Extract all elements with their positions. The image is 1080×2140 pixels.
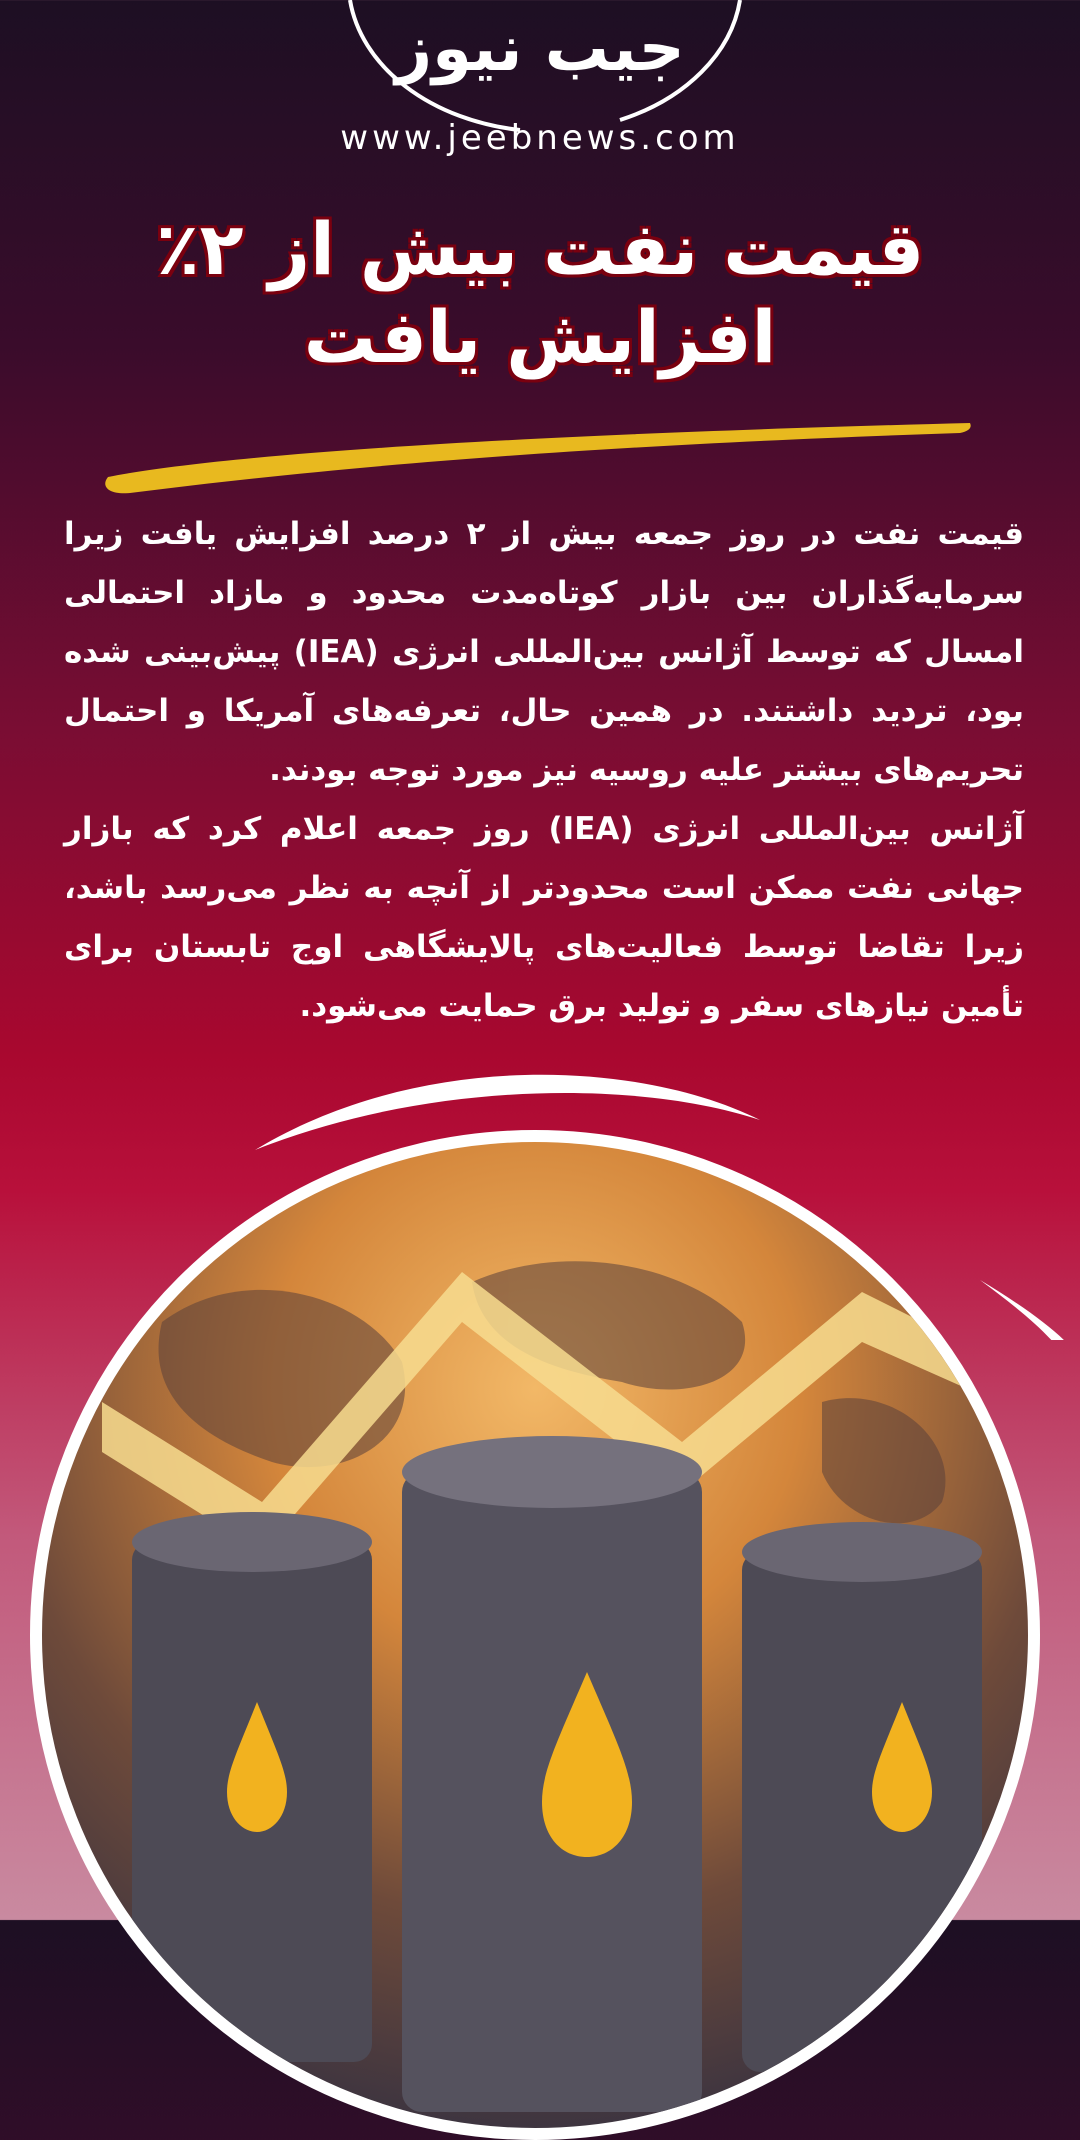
site-url[interactable]: www.jeebnews.com (340, 118, 740, 158)
oil-barrel-icon (742, 1522, 982, 2072)
brush-stroke-decoration (100, 415, 980, 495)
headline: قیمت نفت بیش از ۲٪ افزایش یافت (155, 207, 925, 379)
article-body (64, 505, 1024, 1036)
paragraph-2: آژانس بین‌المللی انرژی (IEA) روز جمعه اعلام کرد که بازار جهانی نفت ممکن است محدودتر از آنچه به نظر می‌رسد باشد، زیرا تقاضا توسط فعالیت‌های پالایشگاهی اوج تابستان برای تأمین نیازهای سفر و تولید برق حمایت می‌شود. (64, 811, 1025, 1024)
logo-text: جیب نیوز (395, 12, 685, 86)
logo (0, 0, 1080, 170)
oil-barrels-image (30, 1130, 1040, 2140)
paragraph-1: قیمت نفت در روز جمعه بیش از ۲ درصد افزایش یافت زیرا سرمایه‌گذاران بین بازار کوتاه‌مدت محدود و مازاد احتمالی امسال که توسط آژانس بین‌المللی انرژی (IEA) پیش‌بینی شده بود، تردید داشتند. در همین حال، تعرفه‌های آمریکا و احتمال تحریم‌های بیشتر علیه روسیه نیز مورد توجه بودند. (64, 516, 1025, 788)
